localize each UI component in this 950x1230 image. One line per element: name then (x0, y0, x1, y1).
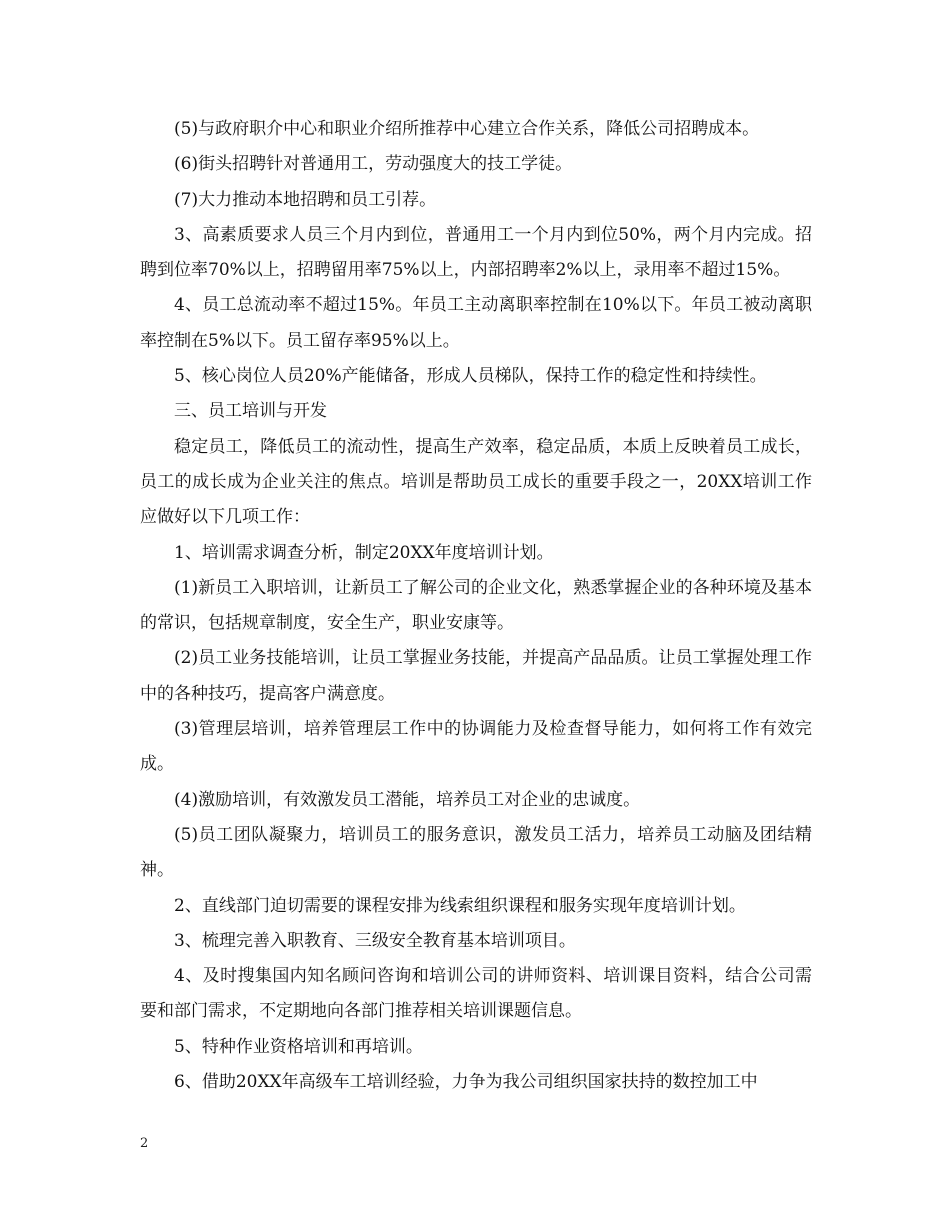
paragraph-training-1-3: (3)管理层培训，培养管理层工作中的协调能力及检查督导能力，如何将工作有效完成。 (140, 719, 812, 775)
paragraph-training-intro: 稳定员工，降低员工的流动性，提高生产效率，稳定品质，本质上反映着员工成长，员工的成长成为企业关注的焦点。培训是帮助员工成长的重要手段之一，20XX培训工作应做好以下几项工作： (140, 436, 812, 528)
paragraph-training-1-5: (5)员工团队凝聚力，培训员工的服务意识，激发员工活力，培养员工动脑及团结精神。 (140, 824, 812, 881)
section-heading-training: 三、员工培训与开发 (174, 401, 327, 422)
paragraph-target-5: 5、核心岗位人员20%产能储备，形成人员梯队，保持工作的稳定性和持续性。 (174, 366, 767, 387)
paragraph-training-5: 5、特种作业资格培训和再培训。 (174, 1036, 423, 1057)
paragraph-recruit-7: (7)大力推动本地招聘和员工引荐。 (174, 189, 437, 210)
paragraph-recruit-6: (6)街头招聘针对普通用工，劳动强度大的技工学徒。 (174, 154, 573, 175)
paragraph-training-1: 1、培训需求调查分析，制定20XX年度培训计划。 (174, 542, 554, 563)
body-text (140, 112, 812, 1100)
paragraph-training-1-1: (1)新员工入职培训，让新员工了解公司的企业文化，熟悉掌握企业的各种环境及基本的常识，包括规章制度，安全生产，职业安康等。 (140, 577, 812, 634)
paragraph-training-3: 3、梳理完善入职教育、三级安全教育基本培训项目。 (174, 930, 576, 951)
paragraph-target-3: 3、高素质要求人员三个月内到位，普通用工一个月内到位50%，两个月内完成。招聘到位率70%以上，招聘留用率75%以上，内部招聘率2%以上，录用率不超过15%。 (140, 224, 812, 281)
paragraph-training-2: 2、直线部门迫切需要的课程安排为线索组织课程和服务实现年度培训计划。 (174, 895, 746, 916)
paragraph-training-6: 6、借助20XX年高级车工培训经验，力争为我公司组织国家扶持的数控加工中 (174, 1072, 758, 1093)
paragraph-recruit-5: (5)与政府职介中心和职业介绍所推荐中心建立合作关系，降低公司招聘成本。 (174, 119, 760, 139)
paragraph-training-1-4: (4)激励培训，有效激发员工潜能，培养员工对企业的忠诚度。 (174, 789, 641, 810)
paragraph-target-4: 4、员工总流动率不超过15%。年员工主动离职率控制在10%以下。年员工被动离职率控制在5%以下。员工留存率95%以上。 (140, 295, 812, 351)
page-number: 2 (140, 1136, 149, 1151)
paragraph-training-1-2: (2)员工业务技能培训，让员工掌握业务技能，并提高产品品质。让员工掌握处理工作中的各种技巧，提高客户满意度。 (140, 648, 812, 704)
paragraph-training-4: 4、及时搜集国内知名顾问咨询和培训公司的讲师资料、培训课目资料，结合公司需要和部门需求，不定期地向各部门推荐相关培训课题信息。 (140, 966, 812, 1022)
